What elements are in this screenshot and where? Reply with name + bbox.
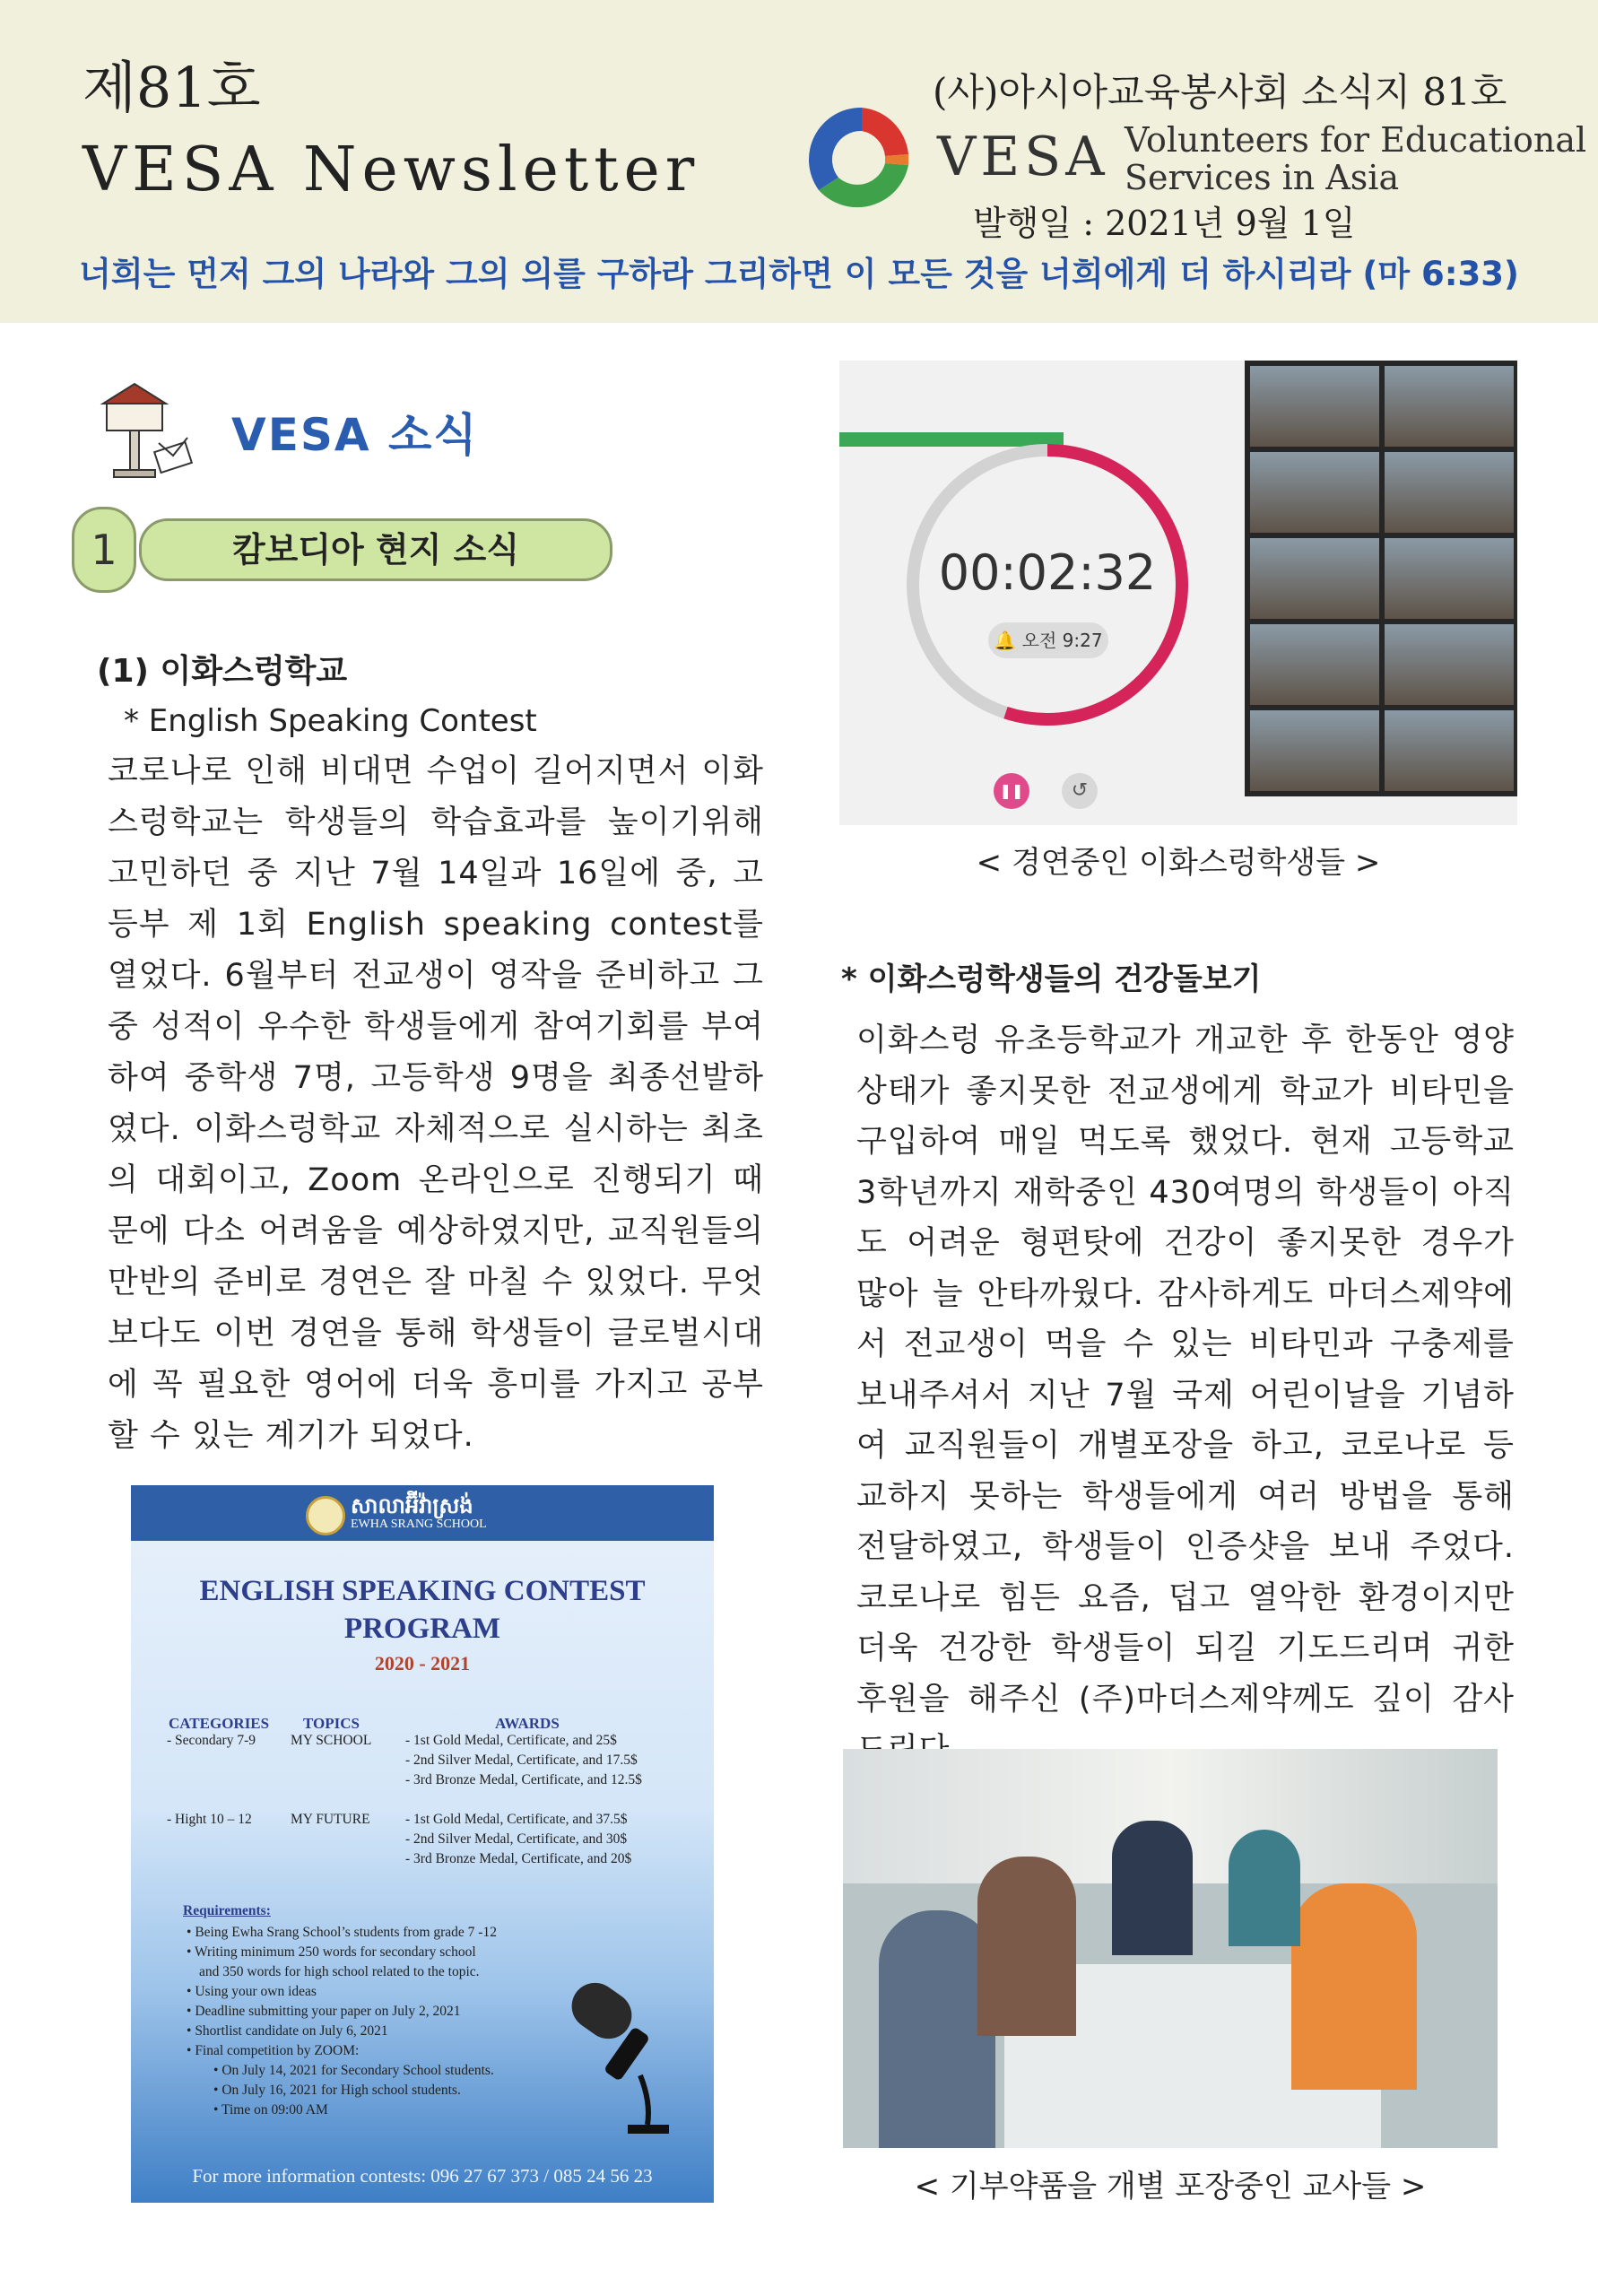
issue-number: 제81호	[83, 55, 261, 120]
article2-heading: * 이화스렁학생들의 건강돌보기	[841, 961, 1262, 997]
poster-subrequirement-2: • On July 16, 2021 for High school students.	[213, 2083, 461, 2098]
video-tile	[1385, 452, 1514, 533]
poster-award-1-1: - 1st Gold Medal, Certificate, and 25$	[405, 1733, 617, 1748]
poster-subrequirement-3: • Time on 09:00 AM	[213, 2102, 328, 2118]
poster-footer: For more information contests: 096 27 67 373 / 085 24 56 23	[192, 2165, 653, 2187]
microphone-icon	[561, 1968, 678, 2147]
photo-person	[1291, 1883, 1417, 2090]
poster-title-line1: ENGLISH SPEAKING CONTEST	[199, 1575, 646, 1607]
poster-category-2: - Hight 10 – 12	[167, 1812, 252, 1827]
vesa-fullname-line1: Volunteers for Educational	[1125, 120, 1587, 160]
alarm-badge: 🔔 오전 9:27	[988, 622, 1108, 658]
video-tile	[1385, 366, 1514, 447]
school-seal-icon	[306, 1496, 345, 1535]
subsection-number: 1	[72, 507, 136, 593]
vesa-fullname-line2: Services in Asia	[1125, 158, 1400, 197]
mailbox-icon	[94, 377, 197, 484]
vesa-logo-icon	[803, 100, 921, 219]
article1-heading: (1) 이화스렁학교	[97, 653, 348, 690]
poster-award-2-1: - 1st Gold Medal, Certificate, and 37.5$	[405, 1812, 628, 1827]
video-tile	[1250, 366, 1379, 447]
poster-school-english: EWHA SRANG SCHOOL	[351, 1518, 487, 1531]
poster-requirement-3: and 350 words for high school related to the topic.	[199, 1964, 480, 1979]
subsection-banner: 캄보디아 현지 소식	[139, 518, 612, 581]
poster-title-line2: PROGRAM	[343, 1613, 501, 1645]
poster-award-1-2: - 2nd Silver Medal, Certificate, and 17.5$	[405, 1752, 638, 1768]
photo-person	[1229, 1830, 1300, 1946]
video-tile	[1250, 710, 1379, 791]
poster-subrequirement-1: • On July 14, 2021 for Secondary School students.	[213, 2063, 494, 2078]
poster-category-1: - Secondary 7-9	[167, 1733, 256, 1748]
poster-requirement-5: • Deadline submitting your paper on July 2, 2021	[187, 2004, 461, 2019]
poster-award-1-3: - 3rd Bronze Medal, Certificate, and 12.5$	[405, 1772, 642, 1787]
poster-col-topics: TOPICS	[303, 1715, 360, 1732]
poster-topic-2: MY FUTURE	[291, 1812, 370, 1827]
article2-body: 이화스렁 유초등학교가 개교한 후 한동안 영양상태가 좋지못한 전교생에게 학교가 비타민을 구입하여 매일 먹도록 했었다. 현재 고등학교 3학년까지 재학중인 430여명의 학생들이 아직도 어려운 형편탓에 건강이 좋지못한 경우가 많아 늘 안타까웠다. 감사하게도 마더스제약에서 전교생이 먹을 수 있는 비타민과 구충제를 보내주셔서 지난 7월 국제 어린이날을 기념하여 교직원들이 개별포장을 하고, 코로나로 등교하지 못하는 학생들에게 여러 방법을 통해 전달하였고, 학생들이 인증샷을 보내 주었다. 코로나로 힘든 요즘, 덥고 열악한 환경이지만 더욱 건강한 학생들이 되길 기도드리며 귀한 후원을 해주신 (주)마더스제약께도 깊이 감사	[856, 1022, 1515, 1718]
video-tile	[1385, 624, 1514, 705]
org-line: (사)아시아교육봉사회 소식지 81호	[933, 70, 1507, 114]
contest-poster	[131, 1485, 714, 2203]
photo-person	[977, 1857, 1076, 2036]
poster-requirement-4: • Using your own ideas	[187, 1984, 317, 1999]
video-tile	[1385, 538, 1514, 619]
vesa-wordmark: VESA	[937, 126, 1109, 188]
poster-award-2-2: - 2nd Silver Medal, Certificate, and 30$	[405, 1831, 628, 1847]
poster-year: 2020 - 2021	[374, 1652, 471, 1674]
caption-packing: < 기부약품을 개별 포장중인 교사들 >	[914, 2169, 1427, 2205]
reset-icon: ↺	[1062, 773, 1098, 809]
video-tile	[1385, 710, 1514, 791]
article1-subheading: * English Speaking Contest	[124, 703, 537, 739]
poster-col-categories: CATEGORIES	[169, 1715, 270, 1732]
poster-requirement-2: • Writing minimum 250 words for secondary school	[187, 1944, 476, 1960]
video-tile	[1250, 452, 1379, 533]
poster-requirement-6: • Shortlist candidate on July 6, 2021	[187, 2023, 388, 2039]
zoom-contest-screenshot	[839, 361, 1517, 825]
video-grid	[1245, 361, 1517, 796]
poster-col-awards: AWARDS	[495, 1715, 560, 1732]
photo-person	[1112, 1821, 1193, 1955]
timer-display: 00:02:32	[938, 544, 1157, 601]
video-tile	[1250, 624, 1379, 705]
video-tile	[1250, 538, 1379, 619]
publication-date: 발행일 : 2021년 9월 1일	[973, 204, 1356, 243]
poster-school-khmer: សាលាអ៊ីវ៉ាស្រង់	[351, 1495, 473, 1518]
poster-requirement-1: • Being Ewha Srang School’s students from grade 7 -12	[187, 1925, 497, 1940]
poster-requirements-title: Requirements:	[183, 1903, 271, 1918]
caption-zoom: < 경연중인 이화스렁학생들 >	[976, 845, 1381, 881]
poster-requirement-7: • Final competition by ZOOM:	[187, 2043, 360, 2058]
pause-icon: ❚❚	[994, 773, 1029, 809]
teachers-packing-photo	[843, 1749, 1498, 2148]
newsletter-title: VESA Newsletter	[83, 135, 700, 205]
poster-award-2-3: - 3rd Bronze Medal, Certificate, and 20$	[405, 1851, 632, 1866]
section-title: VESA 소식	[231, 409, 479, 461]
bible-verse: 너희는 먼저 그의 나라와 그의 의를 구하라 그리하면 이 모든 것을 너희에게 더 하시리라 (마 6:33)	[79, 255, 1519, 293]
article1-body: 코로나로 인해 비대면 수업이 길어지면서 이화스렁학교는 학생들의 학습효과를 높이기위해 고민하던 중 지난 7월 14일과 16일에 중, 고등부 제 1회 English speaking contest를 열었다. 6월부터 전교생이 영작을 준비하고 그 중 성적이 우수한 학생들에게 참여기회를 부여하여 중학생 7명, 고등학생 9명을 최종선발하였다. 이화스렁학교 자체적으로 실시하는 최초의 대회이고, Zoom 온라인으로 진행되기 때문에 다소 어려움을 예상하였지만, 교직원들의 만반의 준비로 경연은 잘 마칠 수 있었다. 무엇보다도 이번 경연을 통해 학생들이 글로벌시대에 꼭 필요한 영어에 더욱 흥미를 가지고 공부할 수 있는 계기가 되었다.	[108, 753, 764, 1454]
poster-topic-1: MY SCHOOL	[291, 1733, 372, 1748]
